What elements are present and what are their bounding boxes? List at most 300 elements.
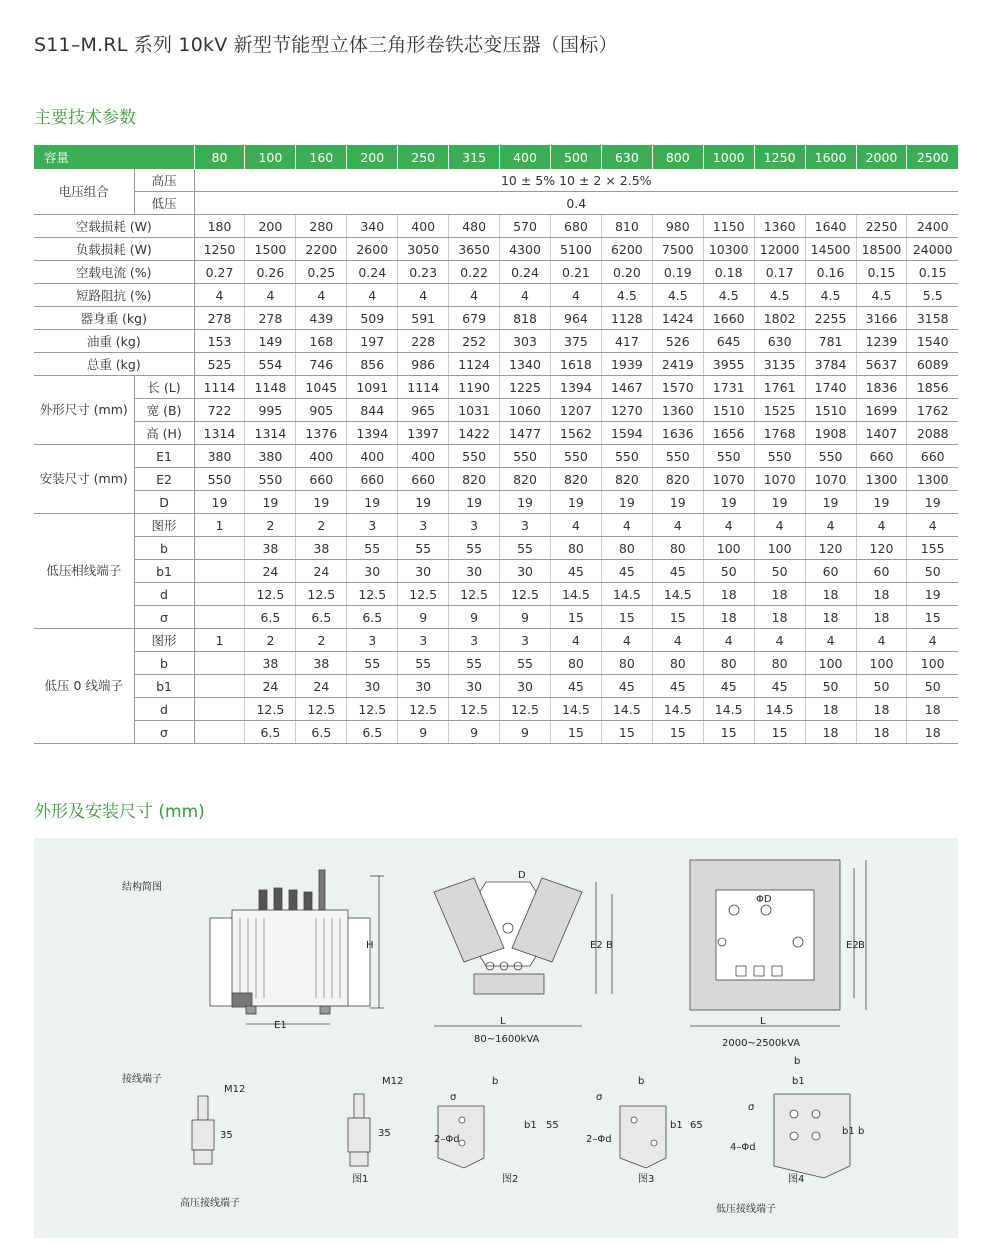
table-cell: 550 (652, 445, 703, 468)
row-label: 总重 (kg) (34, 353, 194, 376)
table-cell: 550 (500, 445, 551, 468)
sub-label: 高 (H) (134, 422, 194, 445)
table-cell: 12.5 (500, 583, 551, 606)
table-cell: 80 (754, 652, 805, 675)
table-cell: 2 (296, 514, 347, 537)
table-cell: 14.5 (652, 583, 703, 606)
table-cell: 30 (449, 560, 500, 583)
table-cell: 0.24 (347, 261, 398, 284)
table-cell: 1114 (194, 376, 245, 399)
table-header-row (34, 145, 958, 169)
table-cell: 60 (805, 560, 856, 583)
voltage-high-value: 10 ± 5% 10 ± 2 × 2.5% (194, 169, 958, 192)
table-cell (194, 698, 245, 721)
table-cell: 2250 (856, 215, 907, 238)
table-cell: 820 (652, 468, 703, 491)
table-cell: 278 (194, 307, 245, 330)
table-cell: 45 (601, 560, 652, 583)
table-row (34, 583, 958, 606)
table-cell: 4 (398, 284, 449, 307)
header-capacity-value: 80 (194, 145, 245, 169)
table-cell (194, 560, 245, 583)
group-label: 外形尺寸 (mm) (34, 376, 134, 445)
table-cell: 24 (296, 560, 347, 583)
table-cell: 180 (194, 215, 245, 238)
table-cell: 153 (194, 330, 245, 353)
table-cell: 820 (550, 468, 601, 491)
table-cell: 4 (805, 629, 856, 652)
header-capacity-value: 500 (550, 145, 601, 169)
table-cell: 18 (805, 721, 856, 744)
dim-e1: E1 (274, 1020, 287, 1031)
table-cell: 660 (398, 468, 449, 491)
table-cell: 19 (296, 491, 347, 514)
table-cell: 5100 (550, 238, 601, 261)
table-cell: 980 (652, 215, 703, 238)
table-cell: 9 (500, 721, 551, 744)
table-cell: 18 (805, 698, 856, 721)
group-label: 低压相线端子 (34, 514, 134, 629)
table-cell: 19 (194, 491, 245, 514)
table-cell: 2 (296, 629, 347, 652)
table-cell: 120 (856, 537, 907, 560)
table-cell: 1 (194, 629, 245, 652)
table-cell: 15 (703, 721, 754, 744)
table-cell: 7500 (652, 238, 703, 261)
section-heading-specs: 主要技术参数 (34, 108, 136, 128)
table-cell: 45 (652, 560, 703, 583)
table-cell: 303 (500, 330, 551, 353)
table-cell: 3 (347, 514, 398, 537)
table-row (34, 560, 958, 583)
header-capacity-value: 200 (347, 145, 398, 169)
table-cell: 1207 (550, 399, 601, 422)
table-cell: 55 (398, 652, 449, 675)
table-row (34, 353, 958, 376)
table-row (34, 307, 958, 330)
table-cell: 200 (245, 215, 296, 238)
table-cell: 55 (347, 537, 398, 560)
table-cell: 19 (449, 491, 500, 514)
table-cell: 1314 (245, 422, 296, 445)
table-cell: 18 (907, 721, 958, 744)
table-cell: 30 (500, 560, 551, 583)
table-cell: 1070 (805, 468, 856, 491)
table-cell: 380 (245, 445, 296, 468)
table-cell: 554 (245, 353, 296, 376)
table-cell: 1190 (449, 376, 500, 399)
table-cell: 100 (703, 537, 754, 560)
table-cell: 1070 (703, 468, 754, 491)
table-cell: 15 (601, 721, 652, 744)
table-cell: 4 (449, 284, 500, 307)
fig3-holes: 2–Φd (586, 1134, 612, 1145)
table-cell: 1314 (194, 422, 245, 445)
table-cell: 1562 (550, 422, 601, 445)
sub-label: E1 (134, 445, 194, 468)
table-cell: 1300 (856, 468, 907, 491)
dim-e2-small: E2 (590, 940, 603, 951)
table-cell: 280 (296, 215, 347, 238)
table-cell: 0.16 (805, 261, 856, 284)
table-cell: 1394 (347, 422, 398, 445)
voltage-group-label: 电压组合 (34, 169, 134, 215)
row-label: 短路阻抗 (%) (34, 284, 194, 307)
table-cell: 9 (449, 606, 500, 629)
header-capacity-value: 100 (245, 145, 296, 169)
table-cell: 810 (601, 215, 652, 238)
header-capacity-value: 2500 (907, 145, 958, 169)
table-cell: 1618 (550, 353, 601, 376)
sub-label: σ (134, 606, 194, 629)
table-cell: 80 (550, 537, 601, 560)
table-cell: 18 (703, 583, 754, 606)
table-cell: 19 (907, 583, 958, 606)
table-cell: 645 (703, 330, 754, 353)
sub-label: E2 (134, 468, 194, 491)
table-cell: 228 (398, 330, 449, 353)
table-cell: 0.26 (245, 261, 296, 284)
header-capacity-value: 1000 (703, 145, 754, 169)
table-cell: 4 (296, 284, 347, 307)
table-row (34, 238, 958, 261)
table-cell: 80 (601, 652, 652, 675)
table-row (34, 537, 958, 560)
hv-35: 35 (220, 1130, 233, 1141)
table-cell: 1424 (652, 307, 703, 330)
table-row (34, 284, 958, 307)
fig4-sigma: σ (748, 1102, 755, 1113)
table-cell: 50 (805, 675, 856, 698)
fig2-label: 图2 (502, 1174, 519, 1185)
table-cell: 50 (703, 560, 754, 583)
table-cell: 19 (805, 491, 856, 514)
table-cell: 1031 (449, 399, 500, 422)
table-cell: 4 (550, 629, 601, 652)
table-cell: 6.5 (245, 721, 296, 744)
table-row (34, 261, 958, 284)
fig2-b1: b1 (524, 1120, 537, 1131)
sub-label: 宽 (B) (134, 399, 194, 422)
table-cell: 0.18 (703, 261, 754, 284)
table-cell: 55 (449, 652, 500, 675)
table-cell: 1394 (550, 376, 601, 399)
table-cell: 80 (601, 537, 652, 560)
header-capacity-value: 1250 (754, 145, 805, 169)
table-cell: 550 (194, 468, 245, 491)
table-cell: 660 (907, 445, 958, 468)
table-cell: 4.5 (703, 284, 754, 307)
section-heading-dimensions: 外形及安装尺寸 (mm) (34, 802, 205, 822)
table-cell: 14500 (805, 238, 856, 261)
table-cell: 1397 (398, 422, 449, 445)
table-cell: 1908 (805, 422, 856, 445)
table-cell: 1836 (856, 376, 907, 399)
fig4-b: b (794, 1056, 801, 1067)
sub-label: σ (134, 721, 194, 744)
table-cell: 38 (296, 537, 347, 560)
table-cell: 550 (601, 445, 652, 468)
table-cell: 12.5 (449, 698, 500, 721)
header-capacity-value: 250 (398, 145, 449, 169)
table-cell: 480 (449, 215, 500, 238)
table-cell: 400 (398, 445, 449, 468)
spec-table (34, 145, 958, 744)
fig3-label: 图3 (638, 1174, 655, 1185)
table-cell: 550 (449, 445, 500, 468)
table-cell: 12.5 (245, 583, 296, 606)
table-cell: 1376 (296, 422, 347, 445)
table-cell: 4 (652, 629, 703, 652)
table-cell: 550 (550, 445, 601, 468)
table-cell (194, 675, 245, 698)
table-cell: 18 (856, 606, 907, 629)
hv-m12: M12 (224, 1084, 246, 1095)
table-cell: 100 (856, 652, 907, 675)
table-cell: 100 (907, 652, 958, 675)
dim-h: H (366, 940, 374, 951)
table-cell: 1091 (347, 376, 398, 399)
table-cell: 818 (500, 307, 551, 330)
table-cell: 6.5 (296, 606, 347, 629)
table-cell: 4 (856, 514, 907, 537)
table-cell: 18 (856, 698, 907, 721)
sub-label: 图形 (134, 629, 194, 652)
table-cell: 14.5 (652, 698, 703, 721)
table-cell: 24 (245, 560, 296, 583)
table-cell: 550 (805, 445, 856, 468)
header-capacity: 容量 (34, 145, 194, 169)
table-cell: 4.5 (652, 284, 703, 307)
header-capacity-value: 315 (449, 145, 500, 169)
table-cell: 14.5 (601, 698, 652, 721)
table-cell: 100 (754, 537, 805, 560)
table-cell: 1802 (754, 307, 805, 330)
table-cell: 995 (245, 399, 296, 422)
table-cell: 100 (805, 652, 856, 675)
drawing-panel (34, 838, 958, 1238)
row-label: 油重 (kg) (34, 330, 194, 353)
table-cell: 2419 (652, 353, 703, 376)
table-cell: 1570 (652, 376, 703, 399)
table-cell: 3135 (754, 353, 805, 376)
table-cell: 550 (754, 445, 805, 468)
table-cell: 197 (347, 330, 398, 353)
table-cell: 19 (500, 491, 551, 514)
table-row (34, 215, 958, 238)
table-cell: 4.5 (601, 284, 652, 307)
table-cell: 6.5 (347, 606, 398, 629)
table-cell: 80 (550, 652, 601, 675)
table-cell: 1699 (856, 399, 907, 422)
table-cell: 591 (398, 307, 449, 330)
table-cell: 660 (347, 468, 398, 491)
table-cell: 14.5 (550, 583, 601, 606)
table-cell: 1250 (194, 238, 245, 261)
table-cell: 1045 (296, 376, 347, 399)
table-cell: 1761 (754, 376, 805, 399)
table-cell: 1477 (500, 422, 551, 445)
table-cell: 1114 (398, 376, 449, 399)
fig2-b: b (492, 1076, 499, 1087)
table-row (34, 468, 958, 491)
table-cell: 0.27 (194, 261, 245, 284)
table-cell: 1150 (703, 215, 754, 238)
transformer-side-view (210, 870, 384, 1024)
table-cell: 19 (550, 491, 601, 514)
table-cell: 4 (907, 629, 958, 652)
table-cell: 1640 (805, 215, 856, 238)
table-cell: 6.5 (296, 721, 347, 744)
table-cell: 155 (907, 537, 958, 560)
table-cell: 0.20 (601, 261, 652, 284)
sub-label: b (134, 652, 194, 675)
table-cell: 45 (550, 560, 601, 583)
sub-label: b1 (134, 675, 194, 698)
table-cell: 1939 (601, 353, 652, 376)
table-cell: 30 (347, 560, 398, 583)
table-cell: 0.17 (754, 261, 805, 284)
table-cell: 1467 (601, 376, 652, 399)
table-cell: 12.5 (398, 583, 449, 606)
table-cell: 2200 (296, 238, 347, 261)
sub-label: b (134, 537, 194, 560)
table-cell: 9 (398, 606, 449, 629)
sub-label: d (134, 583, 194, 606)
table-cell: 18 (856, 583, 907, 606)
header-capacity-value: 2000 (856, 145, 907, 169)
fig2-sigma: σ (450, 1092, 457, 1103)
table-cell: 19 (347, 491, 398, 514)
table-cell: 38 (296, 652, 347, 675)
table-cell: 12.5 (398, 698, 449, 721)
table-cell: 4.5 (805, 284, 856, 307)
table-cell: 439 (296, 307, 347, 330)
table-cell: 18 (754, 583, 805, 606)
table-cell: 417 (601, 330, 652, 353)
table-cell: 24000 (907, 238, 958, 261)
table-cell: 1768 (754, 422, 805, 445)
table-cell: 19 (245, 491, 296, 514)
fig1-label: 图1 (352, 1174, 369, 1185)
table-cell: 55 (347, 652, 398, 675)
table-cell: 252 (449, 330, 500, 353)
dim-phid: ΦD (756, 894, 772, 905)
table-row (34, 491, 958, 514)
table-cell: 12.5 (296, 698, 347, 721)
table-cell: 4 (907, 514, 958, 537)
table-cell: 55 (449, 537, 500, 560)
table-cell: 4 (856, 629, 907, 652)
table-cell: 3 (500, 514, 551, 537)
table-cell: 14.5 (703, 698, 754, 721)
table-row (34, 606, 958, 629)
table-cell: 0.23 (398, 261, 449, 284)
table-cell: 4 (652, 514, 703, 537)
table-cell: 80 (652, 652, 703, 675)
table-cell: 45 (703, 675, 754, 698)
table-cell: 30 (398, 675, 449, 698)
table-cell: 844 (347, 399, 398, 422)
table-cell: 965 (398, 399, 449, 422)
table-cell: 550 (245, 468, 296, 491)
fig4-b1: b1 (792, 1076, 805, 1087)
transformer-top-view-large (690, 860, 866, 1026)
table-cell: 0.15 (907, 261, 958, 284)
header-capacity-value: 400 (500, 145, 551, 169)
table-cell: 4.5 (754, 284, 805, 307)
table-cell: 19 (398, 491, 449, 514)
table-cell: 30 (449, 675, 500, 698)
table-cell: 4.5 (856, 284, 907, 307)
table-cell: 55 (500, 652, 551, 675)
fig4-b1-side: b1 (842, 1126, 855, 1137)
table-row (34, 698, 958, 721)
group-label: 安装尺寸 (mm) (34, 445, 134, 514)
table-cell: 14.5 (754, 698, 805, 721)
table-cell: 4 (601, 629, 652, 652)
sub-label: d (134, 698, 194, 721)
table-cell: 1540 (907, 330, 958, 353)
fig3-sigma: σ (596, 1092, 603, 1103)
table-row (34, 422, 958, 445)
table-cell: 0.24 (500, 261, 551, 284)
table-cell: 1270 (601, 399, 652, 422)
table-cell (194, 721, 245, 744)
table-cell: 2 (245, 629, 296, 652)
fig1-m12: M12 (382, 1076, 404, 1087)
table-cell: 80 (652, 537, 703, 560)
table-cell: 6.5 (245, 606, 296, 629)
row-label: 空载损耗 (W) (34, 215, 194, 238)
table-cell: 820 (500, 468, 551, 491)
table-cell: 80 (703, 652, 754, 675)
table-cell: 1340 (500, 353, 551, 376)
table-cell: 400 (398, 215, 449, 238)
table-cell: 50 (754, 560, 805, 583)
table-cell: 60 (856, 560, 907, 583)
table-cell: 3166 (856, 307, 907, 330)
voltage-high-label: 高压 (134, 169, 194, 192)
table-cell: 0.21 (550, 261, 601, 284)
table-cell: 50 (907, 560, 958, 583)
table-cell: 55 (500, 537, 551, 560)
table-cell: 12000 (754, 238, 805, 261)
page-title: S11–M.RL 系列 10kV 新型节能型立体三角形卷铁芯变压器（国标） (34, 34, 618, 56)
table-row (34, 169, 958, 192)
table-cell: 1636 (652, 422, 703, 445)
table-cell: 12.5 (347, 583, 398, 606)
table-cell: 3 (347, 629, 398, 652)
table-cell: 15 (754, 721, 805, 744)
table-cell (194, 583, 245, 606)
table-cell: 38 (245, 537, 296, 560)
table-cell: 856 (347, 353, 398, 376)
table-cell: 5.5 (907, 284, 958, 307)
table-body (34, 169, 958, 744)
table-cell: 18 (754, 606, 805, 629)
table-cell: 820 (449, 468, 500, 491)
table-cell: 1128 (601, 307, 652, 330)
dim-l-large: L (760, 1016, 766, 1027)
table-cell: 4 (245, 284, 296, 307)
table-cell: 149 (245, 330, 296, 353)
table-cell: 2600 (347, 238, 398, 261)
table-cell: 19 (754, 491, 805, 514)
header-capacity-value: 800 (652, 145, 703, 169)
table-cell: 30 (500, 675, 551, 698)
table-cell: 570 (500, 215, 551, 238)
